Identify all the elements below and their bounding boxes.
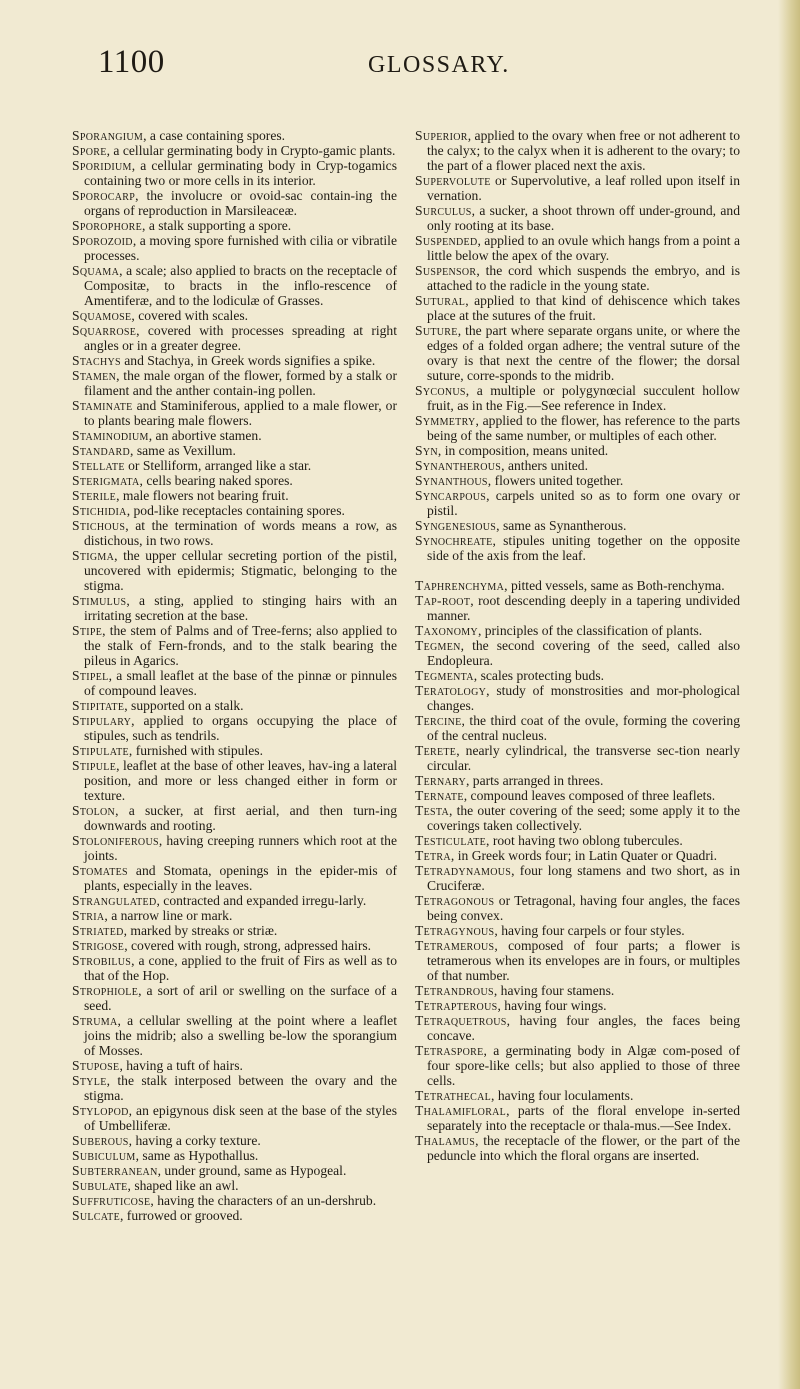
glossary-entry — [72, 713, 397, 743]
glossary-entry — [72, 1193, 397, 1208]
entry-term: Sporophore — [72, 218, 143, 233]
entry-definition: , the upper cellular secreting portion of the pistil, uncovered with epidermis; Stigmatic, belonging to the stigma. — [84, 548, 397, 593]
glossary-entry — [72, 353, 397, 368]
entry-term: Strangulated — [72, 893, 157, 908]
glossary-entry — [72, 1163, 397, 1178]
entry-term: Testa — [415, 803, 450, 818]
glossary-entry — [72, 233, 397, 263]
entry-term: Sporangium — [72, 128, 144, 143]
glossary-entry — [415, 1043, 740, 1088]
entry-definition: , the male organ of the flower, formed by a stalk or filament and the anther contain-ing pollen. — [84, 368, 397, 398]
entry-definition: or Stelliform, arranged like a star. — [124, 458, 312, 473]
entry-term: Strigose — [72, 938, 125, 953]
glossary-entry — [415, 323, 740, 383]
entry-term: Sterile — [72, 488, 117, 503]
entry-definition: , a narrow line or mark. — [104, 908, 233, 923]
entry-definition: , four long stamens and two short, as in Cruciferæ. — [427, 863, 740, 893]
glossary-entry — [415, 788, 740, 803]
entry-definition: , applied to organs occupying the place of stipules, such as tendrils. — [84, 713, 397, 743]
entry-term: Struma — [72, 1013, 118, 1028]
entry-definition: , a sucker, a shoot thrown off under-ground, and only rooting at its base. — [427, 203, 740, 233]
entry-definition: , a cellular swelling at the point where a leaflet joins the midrib; also a swelling be-low the sporangium of Mosses. — [84, 1013, 397, 1058]
entry-definition: , under ground, same as Hypogeal. — [157, 1163, 347, 1178]
entry-definition: , covered with processes spreading at right angles or in a greater degree. — [84, 323, 397, 353]
glossary-entry — [415, 593, 740, 623]
entry-term: Sutural — [415, 293, 466, 308]
glossary-entry — [415, 1103, 740, 1133]
entry-term: Stichous — [72, 518, 126, 533]
entry-definition: , leaflet at the base of other leaves, hav-ing a lateral position, and more or less changed either in form or texture. — [84, 758, 397, 803]
glossary-entry — [72, 428, 397, 443]
entry-term: Stipel — [72, 668, 109, 683]
entry-term: Tetradynamous — [415, 863, 512, 878]
entry-term: Stellate — [72, 458, 125, 473]
entry-definition: , a germinating body in Algæ com-posed of four spore-like cells; but also applied to those of three cells. — [427, 1043, 740, 1088]
entry-definition: , applied to that kind of dehiscence which takes place at the sutures of the fruit. — [427, 293, 740, 323]
entry-term: Syn — [415, 443, 438, 458]
entry-term: Sterigmata — [72, 473, 140, 488]
glossary-entry — [72, 623, 397, 668]
glossary-entry — [72, 953, 397, 983]
entry-term: Style — [72, 1073, 107, 1088]
entry-definition: , the stem of Palms and of Tree-ferns; also applied to the stalk of Fern-fronds, and to the stalk bearing the pileus in Agarics. — [84, 623, 397, 668]
glossary-entry — [415, 1013, 740, 1043]
entry-definition: , contracted and expanded irregu-larly. — [156, 893, 367, 908]
entry-term: Suspended — [415, 233, 478, 248]
entry-term: Subulate — [72, 1178, 128, 1193]
entry-term: Stria — [72, 908, 105, 923]
entry-definition: , pod-like receptacles containing spores. — [126, 503, 345, 518]
glossary-entry — [72, 1133, 397, 1148]
glossary-entry — [72, 308, 397, 323]
entry-term: Subiculum — [72, 1148, 136, 1163]
glossary-entry — [72, 1073, 397, 1103]
glossary-entry — [415, 938, 740, 983]
entry-definition: , having four angles, the faces being concave. — [427, 1013, 740, 1043]
glossary-entry — [415, 293, 740, 323]
entry-definition: , male flowers not bearing fruit. — [116, 488, 289, 503]
glossary-entry — [72, 668, 397, 698]
entry-term: Ternate — [415, 788, 464, 803]
entry-term: Stachys — [72, 353, 121, 368]
glossary-entry — [72, 473, 397, 488]
glossary-entry — [72, 1103, 397, 1133]
entry-definition: or Supervolutive, a leaf rolled upon itself in vernation. — [427, 173, 740, 203]
entry-term: Thalamifloral — [415, 1103, 507, 1118]
entry-definition: , the second covering of the seed, called also Endopleura. — [427, 638, 740, 668]
glossary-entry — [72, 503, 397, 518]
entry-definition: , stipules uniting together on the opposite side of the axis from the leaf. — [427, 533, 740, 563]
glossary-entry — [72, 1013, 397, 1058]
entry-definition: , applied to the flower, has reference to the parts being of the same number, or multiples of each other. — [427, 413, 740, 443]
entry-term: Suberous — [72, 1133, 129, 1148]
entry-definition: , an epigynous disk seen at the base of the styles of Umbelliferæ. — [84, 1103, 397, 1133]
glossary-entry — [415, 413, 740, 443]
glossary-entry — [415, 713, 740, 743]
glossary-entry — [415, 443, 740, 458]
right-column — [415, 128, 740, 1163]
entry-term: Strophiole — [72, 983, 139, 998]
entry-term: Stipe — [72, 623, 103, 638]
glossary-entry — [415, 578, 740, 593]
glossary-entry — [72, 458, 397, 473]
entry-term: Stupose — [72, 1058, 120, 1073]
entry-definition: , in Greek words four; in Latin Quater or Quadri. — [450, 848, 718, 863]
glossary-entry — [415, 803, 740, 833]
entry-definition: , same as Synantherous. — [496, 518, 627, 533]
page-edge — [778, 0, 800, 1389]
glossary-entry — [72, 833, 397, 863]
entry-definition: , the part where separate organs unite, or where the edges of a folded organ adhere; the ventral suture of the ovary is that next the centre of the flower; the dorsal suture, corre-sponds to the midrib. — [427, 323, 740, 383]
glossary-entry — [72, 743, 397, 758]
entry-definition: , a cellular germinating body in Crypto-gamic plants. — [106, 143, 396, 158]
entry-definition: , parts of the floral envelope in-serted separately into the receptacle or thala-mus.—See Index. — [427, 1103, 740, 1133]
entry-term: Stipulary — [72, 713, 132, 728]
entry-definition: , having the characters of an un-dershrub. — [150, 1193, 377, 1208]
entry-definition: , covered with rough, strong, adpressed hairs. — [124, 938, 372, 953]
glossary-entry — [415, 863, 740, 893]
entry-term: Tetraspore — [415, 1043, 484, 1058]
entry-term: Tercine — [415, 713, 462, 728]
entry-definition: , having four carpels or four styles. — [494, 923, 685, 938]
glossary-entry — [72, 488, 397, 503]
glossary-entry — [72, 548, 397, 593]
glossary-entry — [72, 983, 397, 1013]
entry-term: Supervolute — [415, 173, 491, 188]
entry-term: Staminodium — [72, 428, 149, 443]
entry-definition: , compound leaves composed of three leaflets. — [463, 788, 716, 803]
entry-term: Synantherous — [415, 458, 502, 473]
entry-definition: , a case containing spores. — [143, 128, 286, 143]
entry-term: Stipule — [72, 758, 117, 773]
entry-definition: , in composition, means united. — [437, 443, 609, 458]
glossary-entry — [415, 533, 740, 563]
glossary-entry — [72, 938, 397, 953]
entry-definition: , same as Vexillum. — [130, 443, 236, 458]
entry-term: Superior — [415, 128, 468, 143]
entry-term: Striated — [72, 923, 124, 938]
entry-definition: , applied to the ovary when free or not adherent to the calyx; to the calyx when it is adherent to the ovary; to the part of a flower placed next the axis. — [427, 128, 740, 173]
entry-term: Tetraquetrous — [415, 1013, 507, 1028]
glossary-entry — [72, 1178, 397, 1193]
entry-term: Stichidia — [72, 503, 127, 518]
entry-term: Terete — [415, 743, 457, 758]
glossary-entry — [415, 773, 740, 788]
entry-definition: , covered with scales. — [131, 308, 249, 323]
glossary-entry — [415, 473, 740, 488]
entry-definition: , parts arranged in threes. — [465, 773, 604, 788]
glossary-entry — [415, 638, 740, 668]
glossary-entry — [72, 923, 397, 938]
glossary-entry — [72, 698, 397, 713]
entry-term: Thalamus — [415, 1133, 476, 1148]
entry-definition: , a sort of aril or swelling on the surface of a seed. — [84, 983, 397, 1013]
entry-definition: , having a tuft of hairs. — [119, 1058, 243, 1073]
entry-definition: , having a corky texture. — [128, 1133, 261, 1148]
glossary-entry — [72, 803, 397, 833]
entry-definition: , an abortive stamen. — [148, 428, 262, 443]
entry-term: Tetrandrous — [415, 983, 494, 998]
glossary-entry — [415, 998, 740, 1013]
entry-definition: , marked by streaks or striæ. — [123, 923, 278, 938]
entry-term: Tegmen — [415, 638, 461, 653]
entry-definition: , having four stamens. — [493, 983, 615, 998]
entry-term: Sporozoid — [72, 233, 133, 248]
glossary-entry — [72, 1058, 397, 1073]
entry-term: Symmetry — [415, 413, 476, 428]
entry-definition: , a sucker, at first aerial, and then turn-ing downwards and rooting. — [84, 803, 397, 833]
entry-definition: , same as Hypothallus. — [135, 1148, 259, 1163]
entry-term: Tetragynous — [415, 923, 495, 938]
glossary-entry — [72, 143, 397, 158]
entry-definition: , scales protecting buds. — [473, 668, 605, 683]
entry-definition: and Stachya, in Greek words signifies a spike. — [120, 353, 376, 368]
glossary-entry — [415, 743, 740, 773]
entry-term: Stipitate — [72, 698, 125, 713]
glossary-entry — [72, 218, 397, 233]
entry-definition: , the receptacle of the flower, or the part of the peduncle into which the floral organs are inserted. — [427, 1133, 740, 1163]
entry-term: Syncarpous — [415, 488, 487, 503]
entry-term: Synochreate — [415, 533, 493, 548]
glossary-entry — [72, 128, 397, 143]
entry-definition: , furnished with stipules. — [128, 743, 263, 758]
entry-term: Squarrose — [72, 323, 137, 338]
entry-term: Spore — [72, 143, 107, 158]
entry-term: Suffruticose — [72, 1193, 151, 1208]
entry-definition: , a sting, applied to stinging hairs with an irritating secretion at the base. — [84, 593, 397, 623]
entry-definition: , a moving spore furnished with cilia or vibratile processes. — [84, 233, 397, 263]
glossary-entry — [415, 1133, 740, 1163]
glossary-entry — [72, 443, 397, 458]
page-number: 1100 — [98, 44, 165, 80]
glossary-entry — [415, 263, 740, 293]
entry-term: Subterranean — [72, 1163, 158, 1178]
entry-term: Taxonomy — [415, 623, 478, 638]
glossary-entry — [72, 1208, 397, 1223]
entry-definition: , a scale; also applied to bracts on the receptacle of Compositæ, to bracts in the inflo-rescence of Amentiferæ, and to the lodiculæ of Grasses. — [84, 263, 397, 308]
entry-term: Suture — [415, 323, 458, 338]
entry-term: Tetra — [415, 848, 451, 863]
glossary-entry — [415, 623, 740, 638]
entry-definition: , principles of the classification of plants. — [477, 623, 703, 638]
entry-term: Tetramerous — [415, 938, 495, 953]
glossary-entry — [415, 458, 740, 473]
entry-definition: , the third coat of the ovule, forming the covering of the central nucleus. — [427, 713, 740, 743]
entry-definition: , having four loculaments. — [491, 1088, 634, 1103]
entry-definition: , root descending deeply in a tapering undivided manner. — [427, 593, 740, 623]
entry-term: Staminate — [72, 398, 133, 413]
glossary-entry — [415, 383, 740, 413]
entry-term: Stigma — [72, 548, 115, 563]
page-header — [98, 44, 698, 84]
entry-definition: , a stalk supporting a spore. — [142, 218, 292, 233]
glossary-entry — [72, 893, 397, 908]
entry-definition: , having creeping runners which root at the joints. — [84, 833, 397, 863]
glossary-entry — [72, 908, 397, 923]
entry-term: Stolon — [72, 803, 116, 818]
entry-definition: , nearly cylindrical, the transverse sec-tion nearly circular. — [427, 743, 740, 773]
entry-definition: , the cord which suspends the embryo, and is attached to the radicle in the young state. — [427, 263, 740, 293]
entry-definition: , a multiple or polygynœcial succulent hollow fruit, as in the Fig.—See reference in Index. — [427, 383, 740, 413]
running-head: GLOSSARY. — [368, 52, 510, 78]
entry-term: Taphrenchyma — [415, 578, 505, 593]
glossary-entry — [415, 668, 740, 683]
entry-definition: , a cellular germinating body in Cryp-togamics containing two or more cells in its interior. — [84, 158, 397, 188]
glossary-entry — [72, 323, 397, 353]
entry-term: Tap-root — [415, 593, 471, 608]
entry-term: Squama — [72, 263, 120, 278]
entry-term: Syconus — [415, 383, 466, 398]
entry-term: Strobilus — [72, 953, 132, 968]
entry-term: Syngenesious — [415, 518, 497, 533]
entry-definition: , furrowed or grooved. — [120, 1208, 243, 1223]
entry-definition: , composed of four parts; a flower is tetramerous when its envelopes are in fours, or multiples of that number. — [427, 938, 740, 983]
entry-term: Standard — [72, 443, 131, 458]
entry-definition: , the involucre or ovoid-sac contain-ing the organs of reproduction in Marsileaceæ. — [84, 188, 397, 218]
entry-definition: , shaped like an awl. — [127, 1178, 239, 1193]
entry-term: Sporidium — [72, 158, 132, 173]
entry-definition: or Tetragonal, having four angles, the faces being convex. — [427, 893, 740, 923]
entry-definition: and Staminiferous, applied to a male flower, or to plants bearing male flowers. — [84, 398, 397, 428]
glossary-entry — [415, 833, 740, 848]
entry-term: Testiculate — [415, 833, 487, 848]
entry-definition: , a cone, applied to the fruit of Firs as well as to that of the Hop. — [84, 953, 397, 983]
entry-term: Suspensor — [415, 263, 477, 278]
entry-definition: , a small leaflet at the base of the pinnæ or pinnules of compound leaves. — [84, 668, 397, 698]
entry-term: Ternary — [415, 773, 466, 788]
glossary-entry — [415, 128, 740, 173]
glossary-entry — [72, 263, 397, 308]
glossary-entry — [415, 203, 740, 233]
entry-term: Tetragonous — [415, 893, 495, 908]
glossary-entry — [415, 923, 740, 938]
glossary-entry — [415, 1088, 740, 1103]
glossary-entry — [72, 1148, 397, 1163]
entry-term: Surculus — [415, 203, 472, 218]
entry-term: Sporocarp — [72, 188, 136, 203]
entry-term: Teratology — [415, 683, 487, 698]
glossary-entry — [72, 398, 397, 428]
entry-term: Tetrathecal — [415, 1088, 492, 1103]
entry-definition: , having four wings. — [497, 998, 607, 1013]
entry-term: Stylopod — [72, 1103, 129, 1118]
glossary-entry — [72, 593, 397, 623]
glossary-entry — [415, 848, 740, 863]
entry-term: Stimulus — [72, 593, 127, 608]
glossary-entry — [415, 893, 740, 923]
entry-term: Stomates — [72, 863, 128, 878]
entry-definition: , anthers united. — [501, 458, 588, 473]
glossary-entry — [72, 188, 397, 218]
entry-term: Stamen — [72, 368, 117, 383]
glossary-entry — [72, 518, 397, 548]
entry-term: Stoloniferous — [72, 833, 159, 848]
glossary-entry — [72, 368, 397, 398]
entry-definition: , study of monstrosities and mor-phological changes. — [427, 683, 740, 713]
entry-definition: , root having two oblong tubercules. — [486, 833, 683, 848]
entry-term: Tetrapterous — [415, 998, 498, 1013]
entry-definition: , flowers united together. — [487, 473, 624, 488]
glossary-entry — [72, 758, 397, 803]
entry-definition: , the stalk interposed between the ovary and the stigma. — [84, 1073, 397, 1103]
glossary-entry — [415, 488, 740, 518]
entry-term: Synanthous — [415, 473, 488, 488]
entry-definition: , carpels united so as to form one ovary or pistil. — [427, 488, 740, 518]
entry-term: Tegmenta — [415, 668, 474, 683]
entry-definition: , supported on a stalk. — [124, 698, 244, 713]
glossary-entry — [415, 518, 740, 533]
entry-term: Stipulate — [72, 743, 129, 758]
entry-definition: and Stomata, openings in the epider-mis of plants, especially in the leaves. — [84, 863, 397, 893]
glossary-entry — [415, 983, 740, 998]
glossary-entry — [415, 683, 740, 713]
glossary-entry — [72, 158, 397, 188]
entry-definition: , pitted vessels, same as Both-renchyma. — [504, 578, 725, 593]
entry-definition: , applied to an ovule which hangs from a point a little below the apex of the ovary. — [427, 233, 740, 263]
entry-term: Sulcate — [72, 1208, 120, 1223]
entry-term: Squamose — [72, 308, 132, 323]
glossary-entry — [415, 173, 740, 203]
glossary-entry — [72, 863, 397, 893]
entry-definition: , cells bearing naked spores. — [139, 473, 293, 488]
left-column — [72, 128, 397, 1223]
entry-definition: , the outer covering of the seed; some apply it to the coverings taken collectively. — [427, 803, 740, 833]
glossary-entry — [415, 233, 740, 263]
entry-definition: , at the termination of words means a row, as distichous, in two rows. — [84, 518, 397, 548]
